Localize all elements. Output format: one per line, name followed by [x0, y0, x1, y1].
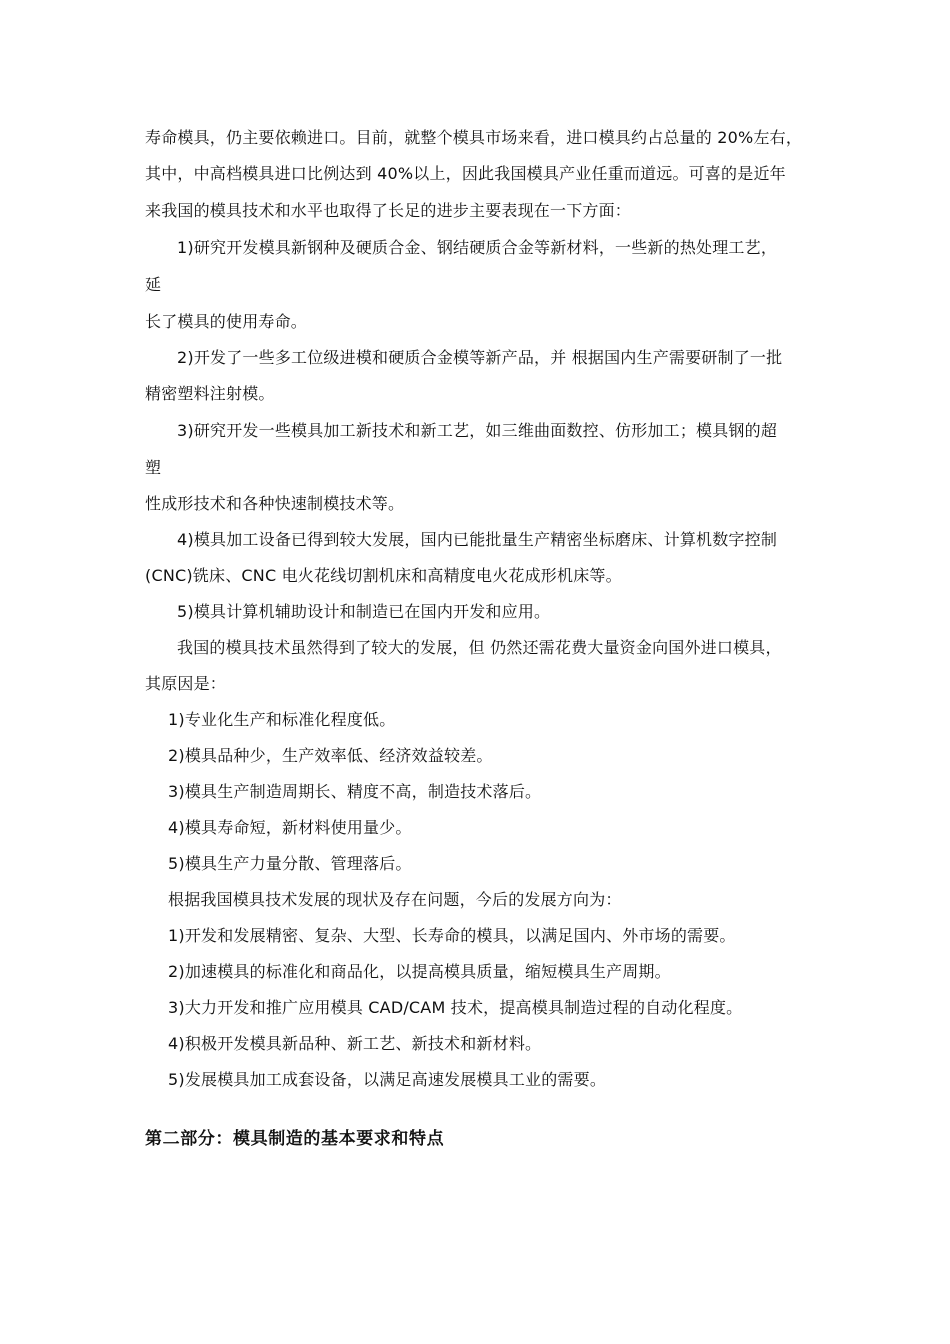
text-line: 2)模具品种少，生产效率低、经济效益较差。 [168, 746, 493, 765]
text-line: 性成形技术和各种快速制模技术等。 [145, 494, 405, 513]
text-line: 1)专业化生产和标准化程度低。 [168, 710, 396, 729]
text-line: 5)模具计算机辅助设计和制造已在国内开发和应用。 [177, 602, 551, 621]
text-line: 2)开发了一些多工位级进模和硬质合金模等新产品，并 根据国内生产需要研制了一批 [177, 348, 783, 367]
text-line: 1)研究开发模具新钢种及硬质合金、钢结硬质合金等新材料，一些新的热处理工艺， [177, 238, 778, 257]
text-line: 5)发展模具加工成套设备，以满足高速发展模具工业的需要。 [168, 1070, 607, 1089]
text-line: 3)大力开发和推广应用模具 CAD/CAM 技术，提高模具制造过程的自动化程度。 [168, 998, 743, 1017]
text-line: 3)研究开发一些模具加工新技术和新工艺，如三维曲面数控、仿形加工；模具钢的超 [177, 421, 778, 440]
text-line: 长了模具的使用寿命。 [145, 312, 308, 331]
text-line: 4)模具寿命短，新材料使用量少。 [168, 818, 412, 837]
text-line: 4)积极开发模具新品种、新工艺、新技术和新材料。 [168, 1034, 542, 1053]
text-line: 其原因是： [145, 674, 227, 693]
text-line: 其中，中高档模具进口比例达到 40%以上，因此我国模具产业任重而道远。可喜的是近年 [145, 164, 786, 183]
text-line: 寿命模具，仍主要依赖进口。目前，就整个模具市场来看，进口模具约占总量的 20%左右， [145, 128, 803, 147]
text-line: 塑 [145, 458, 162, 477]
section-heading: 第二部分：模具制造的基本要求和特点 [145, 1129, 445, 1149]
text-line: 我国的模具技术虽然得到了较大的发展，但 仍然还需花费大量资金向国外进口模具， [177, 638, 782, 657]
text-line: 4)模具加工设备已得到较大发展，国内已能批量生产精密坐标磨床、计算机数字控制 [177, 530, 778, 549]
text-line: 5)模具生产力量分散、管理落后。 [168, 854, 412, 873]
text-line: 2)加速模具的标准化和商品化，以提高模具质量，缩短模具生产周期。 [168, 962, 671, 981]
text-line: 来我国的模具技术和水平也取得了长足的进步主要表现在一下方面： [145, 201, 632, 220]
text-line: (CNC)铣床、CNC 电火花线切割机床和高精度电火花成形机床等。 [145, 566, 622, 585]
text-line: 根据我国模具技术发展的现状及存在问题，今后的发展方向为： [168, 890, 622, 909]
text-line: 精密塑料注射模。 [145, 384, 275, 403]
text-line: 1)开发和发展精密、复杂、大型、长寿命的模具，以满足国内、外市场的需要。 [168, 926, 736, 945]
text-line: 3)模具生产制造周期长、精度不高，制造技术落后。 [168, 782, 542, 801]
text-line: 延 [145, 275, 162, 294]
